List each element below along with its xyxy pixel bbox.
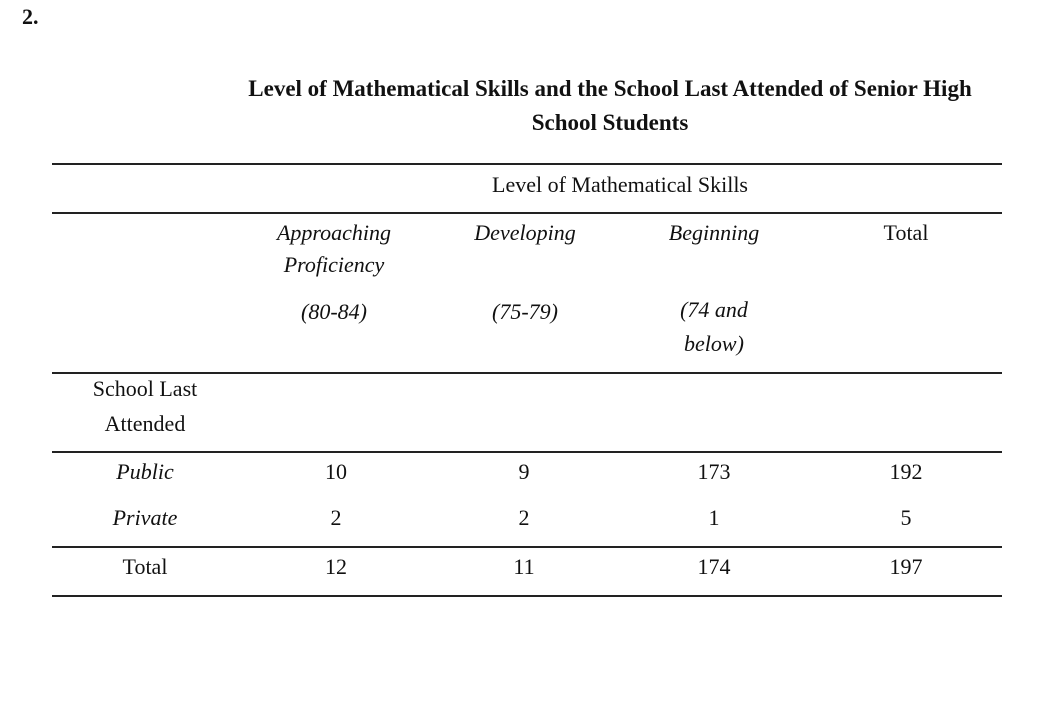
- row-header-line1: School Last: [92, 376, 198, 401]
- col-range-beginning-line2: below): [684, 331, 744, 356]
- col-header-beginning: Beginning: [668, 220, 760, 245]
- bottom-rule: [52, 595, 1002, 597]
- cell-private-total: 5: [900, 505, 912, 530]
- cell-total-developing: 11: [513, 554, 535, 579]
- cell-total-beginning: 174: [697, 554, 731, 579]
- row-label-private: Private: [112, 505, 178, 530]
- row-label-total: Total: [122, 554, 168, 579]
- spanner-label: Level of Mathematical Skills: [492, 172, 748, 197]
- cell-private-beginning: 1: [708, 505, 720, 530]
- table-title-line2: School Students: [531, 110, 689, 135]
- table-title-line1: Level of Mathematical Skills and the School Last Attended of Senior High: [248, 76, 972, 101]
- cell-public-approaching: 10: [325, 459, 347, 484]
- col-range-developing: (75-79): [492, 299, 558, 324]
- cell-public-developing: 9: [518, 459, 530, 484]
- col-range-approaching: (80-84): [301, 299, 367, 324]
- item-number: 2.: [22, 4, 39, 29]
- col-range-beginning-line1: (74 and: [680, 297, 748, 322]
- spanner-rule: [52, 212, 1002, 214]
- total-rule: [52, 546, 1002, 548]
- col-header-approaching-line1: Approaching: [276, 220, 392, 245]
- col-header-total: Total: [883, 220, 929, 245]
- cell-public-beginning: 173: [697, 459, 731, 484]
- top-rule: [52, 163, 1002, 165]
- row-label-public: Public: [116, 459, 174, 484]
- cell-total-total: 197: [889, 554, 923, 579]
- cell-private-approaching: 2: [330, 505, 342, 530]
- col-header-developing: Developing: [474, 220, 576, 245]
- col-header-approaching-line2: Proficiency: [283, 252, 385, 277]
- row-header-rule: [52, 451, 1002, 453]
- cell-total-approaching: 12: [325, 554, 347, 579]
- row-header-line2: Attended: [104, 411, 186, 436]
- cell-public-total: 192: [889, 459, 923, 484]
- cell-private-developing: 2: [518, 505, 530, 530]
